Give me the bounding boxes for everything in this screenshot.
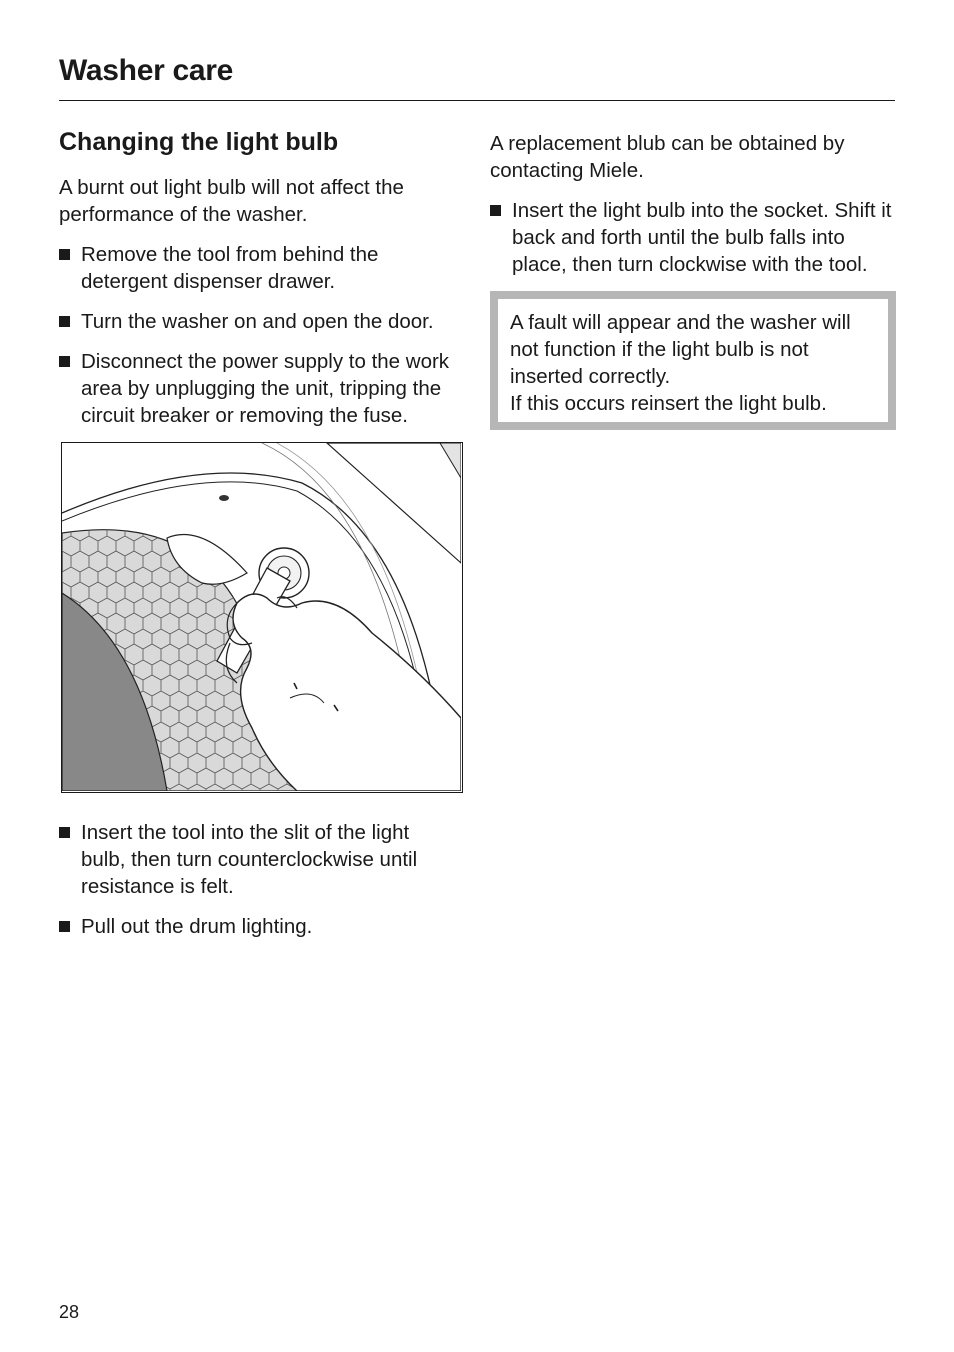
list-item [59, 308, 459, 335]
illustration-svg [62, 443, 461, 791]
step-text: Disconnect the power supply to the work area by unplugging the unit, tripping the circuit breaker or removing the fuse. [81, 350, 450, 427]
note-text: If this occurs reinsert the light bulb. [510, 392, 827, 415]
header-divider [59, 100, 895, 101]
square-bullet-icon [59, 827, 70, 838]
list-item [59, 819, 459, 900]
replacement-paragraph: A replacement blub can be obtained by contacting Miele. [490, 132, 845, 182]
step-text: Insert the tool into the slit of the light bulb, then turn counterclockwise until resistance is felt. [81, 821, 418, 898]
list-item [490, 197, 895, 278]
steps-list-before-figure [59, 241, 459, 429]
page-number: 28 [59, 1302, 80, 1322]
step-text: Turn the washer on and open the door. [81, 310, 434, 333]
steps-list-right [490, 197, 895, 278]
square-bullet-icon [59, 249, 70, 260]
list-item [59, 913, 459, 940]
left-column [59, 126, 459, 953]
note-text: A fault will appear and the washer will not function if the light bulb is not inserted correctly. [510, 311, 851, 388]
square-bullet-icon [59, 356, 70, 367]
step-text: Insert the light bulb into the socket. Shift it back and forth until the bulb falls into place, then turn clockwise with the tool. [512, 199, 892, 276]
warning-note-box [490, 291, 896, 430]
list-item [59, 348, 459, 429]
light-bulb-illustration [61, 442, 463, 793]
list-item [59, 241, 459, 295]
section-title: Changing the light bulb [59, 128, 339, 156]
square-bullet-icon [59, 316, 70, 327]
square-bullet-icon [59, 921, 70, 932]
page-title: Washer care [59, 54, 234, 87]
square-bullet-icon [490, 205, 501, 216]
step-text: Remove the tool from behind the detergent dispenser drawer. [81, 243, 379, 293]
step-text: Pull out the drum lighting. [81, 915, 313, 938]
steps-list-after-figure [59, 819, 459, 940]
right-column [490, 130, 895, 430]
intro-paragraph: A burnt out light bulb will not affect the performance of the washer. [59, 176, 404, 226]
